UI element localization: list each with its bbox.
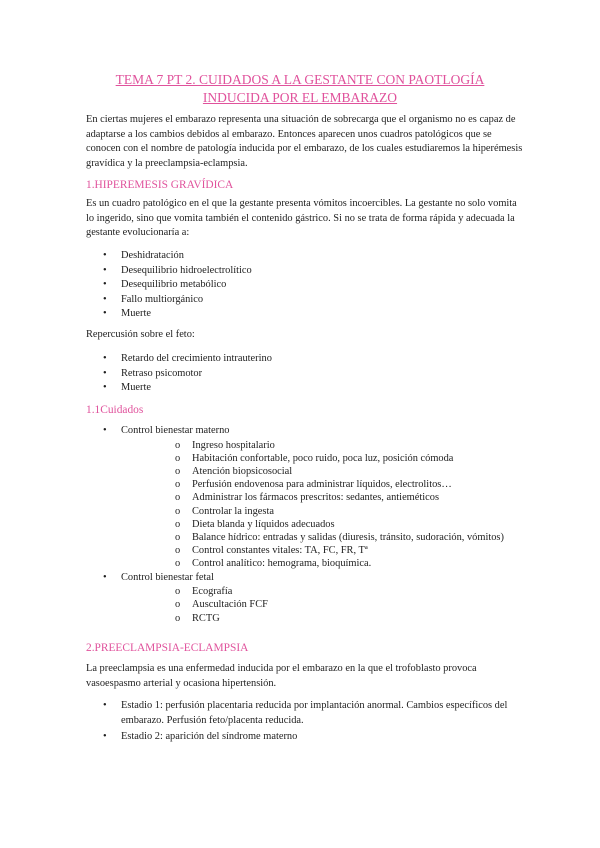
group-label: Control bienestar materno	[121, 425, 230, 436]
list-item: o Control constantes vitales: TA, FC, FR, Tª	[175, 545, 368, 557]
stages-list	[86, 699, 526, 745]
sub-bullet-icon: o	[175, 479, 181, 491]
list-item: o Controlar la ingesta	[175, 505, 274, 517]
list-item: o Habitación confortable, poco ruido, poca luz, posición cómoda	[175, 452, 454, 464]
list-item: • Fallo multiorgánico	[86, 293, 526, 308]
maternal-care-sublist	[121, 439, 526, 571]
bullet-icon: •	[103, 731, 107, 743]
list-item: • Muerte	[86, 307, 526, 322]
sub-bullet-icon: o	[175, 612, 181, 624]
sub-bullet-icon: o	[175, 545, 181, 557]
sub-bullet-icon: o	[175, 586, 181, 598]
bullet-icon: •	[103, 250, 107, 261]
list-item: o Dieta blanda y líquidos adecuados	[175, 518, 335, 530]
bullet-icon: •	[103, 700, 107, 711]
bullet-icon: •	[103, 382, 107, 394]
sub-bullet-icon: o	[175, 452, 181, 464]
section-1-heading: 1.HIPEREMESIS GRAVÍDICA	[86, 179, 234, 191]
bullet-icon: •	[103, 353, 107, 364]
fetal-care-sublist	[121, 585, 526, 625]
list-item: • Estadio 2: aparición del síndrome materno	[86, 730, 526, 745]
bullet-icon: •	[103, 308, 107, 320]
sub-bullet-icon: o	[175, 558, 181, 570]
bullet-icon: •	[103, 264, 107, 276]
title-line-1: TEMA 7 PT 2. CUIDADOS A LA GESTANTE CON PAOTLOGÍA	[115, 72, 485, 87]
list-item: o Ecografía	[175, 586, 233, 598]
list-item: o Auscultación FCF	[175, 599, 268, 611]
list-item: o Administrar los fármacos prescritos: sedantes, antieméticos	[175, 492, 439, 504]
care-list	[86, 424, 526, 625]
sub-bullet-icon: o	[175, 505, 181, 517]
list-item: • Desequilibrio metabólico	[86, 278, 526, 293]
list-item: o Ingreso hospitalario	[175, 439, 275, 451]
sub-bullet-icon: o	[175, 599, 181, 611]
sub-bullet-icon: o	[175, 518, 181, 530]
section-2-heading: 2.PREECLAMPSIA-ECLAMPSIA	[86, 642, 249, 654]
list-item: • Estadio 1: perfusión placentaria reducida por implantación anormal. Cambios específicos del embarazo. Perfusión feto/placenta reducida.	[103, 700, 508, 726]
fetus-list	[86, 352, 526, 396]
section-1-paragraph: Es un cuadro patológico en el que la gestante presenta vómitos incoercibles. La gestante no solo vomita lo ingerido, sino que vomita también el contenido gástrico. Si no se trata de forma rápida y adecuada la gestante evolucionaría a:	[86, 198, 517, 239]
bullet-icon: •	[103, 279, 107, 291]
list-item: • Deshidratación	[86, 249, 526, 264]
bullet-icon: •	[103, 425, 107, 436]
list-item	[86, 571, 526, 625]
list-item: • Retraso psicomotor	[86, 367, 526, 382]
fetus-label: Repercusión sobre el feto:	[86, 329, 195, 340]
list-item: o Balance hídrico: entradas y salidas (diuresis, tránsito, sudoración, vómitos)	[175, 532, 504, 544]
list-item: • Retardo del crecimiento intrauterino	[86, 352, 526, 367]
document-title	[70, 71, 530, 107]
title-line-2: INDUCIDA POR EL EMBARAZO	[202, 90, 398, 105]
section-2-paragraph: La preeclampsia es una enfermedad inducida por el embarazo en la que el trofoblasto provoca vasoespasmo arterial y ocasiona hipertensión.	[86, 663, 477, 689]
sub-bullet-icon: o	[175, 466, 181, 477]
sub-bullet-icon: o	[175, 532, 181, 544]
intro-paragraph: En ciertas mujeres el embarazo representa una situación de sobrecarga que el organismo no es capaz de adaptarse a los cambios debidos al embarazo. Entonces aparecen unos cuadros patológicos que se conocen con el nombre de patología inducida por el embarazo, de los cuales estudiaremos la hiperémesis gravídica y la preeclampsia-eclampsia.	[86, 114, 523, 169]
list-item: o Atención biopsicosocial	[175, 466, 293, 477]
section-1-1-heading: 1.1Cuidados	[86, 404, 144, 416]
list-item	[86, 424, 526, 571]
symptoms-list	[86, 249, 526, 322]
list-item: • Desequilibrio hidroelectrolítico	[86, 264, 526, 279]
sub-bullet-icon: o	[175, 439, 181, 451]
sub-bullet-icon: o	[175, 492, 181, 504]
list-item: o RCTG	[175, 612, 220, 624]
list-item: o Control analítico: hemograma, bioquímica.	[175, 558, 372, 570]
bullet-icon: •	[103, 367, 107, 379]
group-label: Control bienestar fetal	[121, 571, 214, 583]
bullet-icon: •	[103, 571, 107, 583]
list-item: o Perfusión endovenosa para administrar líquidos, electrolitos…	[175, 479, 452, 491]
bullet-icon: •	[103, 293, 107, 305]
list-item: • Muerte	[86, 381, 526, 396]
